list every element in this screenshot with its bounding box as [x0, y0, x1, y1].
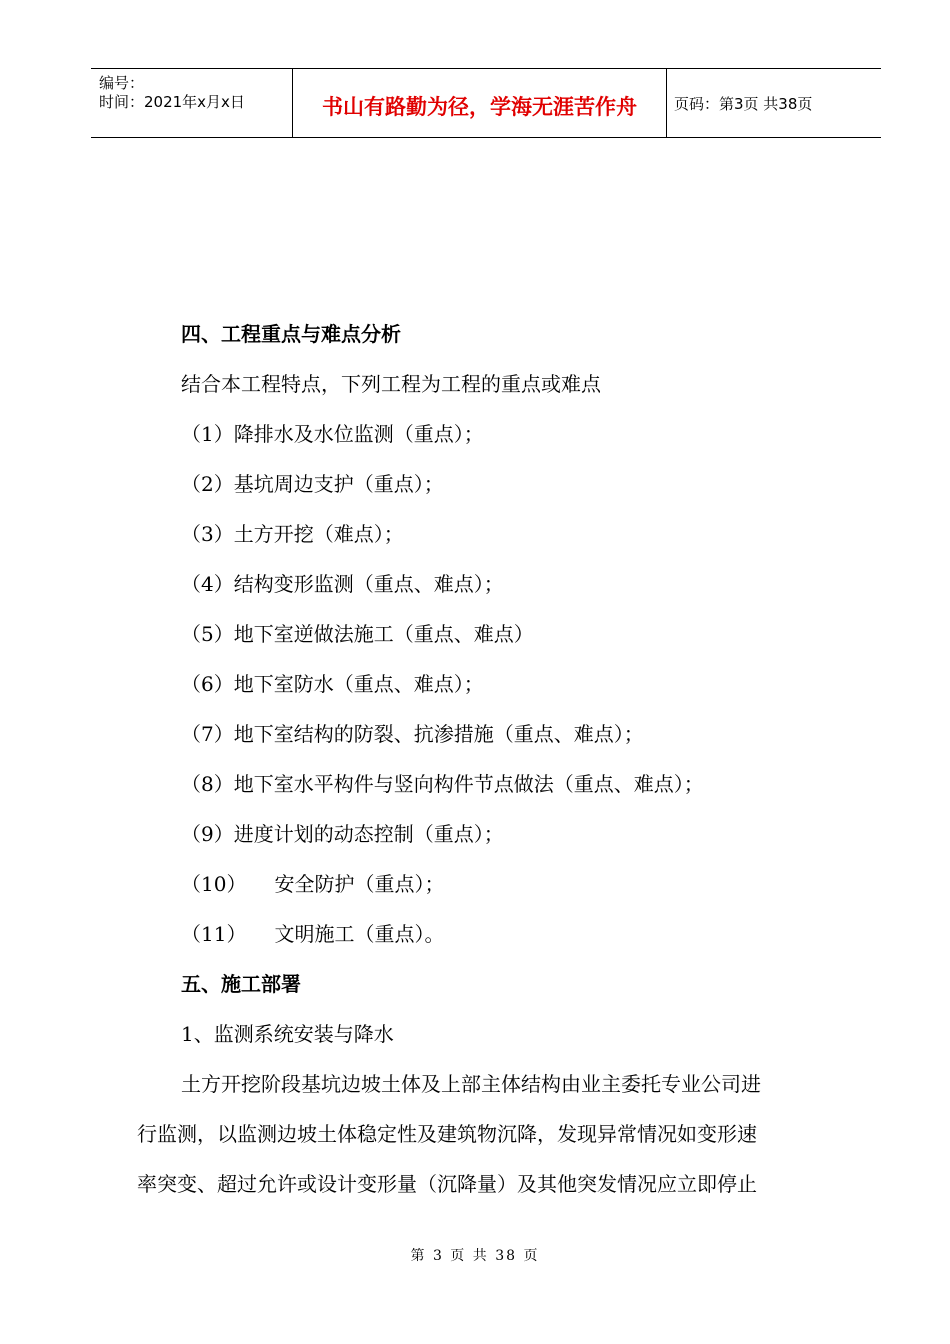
- list-item-number: （11）: [181, 922, 247, 946]
- section-5-title: 五、施工部署: [181, 972, 301, 996]
- list-item-number: （1）: [181, 422, 234, 446]
- list-item: [181, 772, 704, 796]
- list-item: [181, 472, 444, 496]
- list-item-text: 地下室逆做法施工（重点、难点）: [233, 622, 534, 646]
- list-item-number: （2）: [181, 472, 234, 496]
- header-pager: 页码：第3页 共38页: [674, 95, 813, 113]
- section-4-intro: 结合本工程特点，下列工程为工程的重点或难点: [181, 372, 601, 396]
- list-item-number: （9）: [181, 822, 234, 846]
- list-item-text: 地下室水平构件与竖向构件节点做法（重点、难点）；: [233, 772, 704, 796]
- list-item: [181, 422, 484, 446]
- paragraph-line: 行监测，以监测边坡土体稳定性及建筑物沉降，发现异常情况如变形速: [137, 1122, 757, 1146]
- list-item-text: 土方开挖（难点）；: [233, 522, 404, 546]
- list-item: [181, 922, 444, 946]
- list-item: [181, 822, 504, 846]
- header-motto-cell: [292, 69, 667, 137]
- section-4-title: 四、工程重点与难点分析: [181, 322, 401, 346]
- list-item-text: 地下室防水（重点、难点）；: [233, 672, 484, 696]
- list-item: [181, 572, 504, 596]
- list-item-number: （5）: [181, 622, 234, 646]
- section-5-subtitle: 1、监测系统安装与降水: [181, 1022, 394, 1046]
- list-item: [181, 622, 534, 646]
- list-item: [181, 522, 404, 546]
- document-number-label: 编号：: [99, 74, 145, 92]
- list-item-number: （6）: [181, 672, 234, 696]
- header-motto: 书山有路勤为径，学海无涯苦作舟: [322, 95, 637, 119]
- header-info-cell: [91, 69, 292, 137]
- list-item-text: 进度计划的动态控制（重点）；: [233, 822, 504, 846]
- list-item: [181, 872, 444, 896]
- list-item-number: （4）: [181, 572, 234, 596]
- list-item: [181, 722, 644, 746]
- header-pager-cell: [666, 69, 881, 137]
- list-item-text: 结构变形监测（重点、难点）；: [233, 572, 504, 596]
- list-item-number: （7）: [181, 722, 234, 746]
- paragraph-line: 土方开挖阶段基坑边坡土体及上部主体结构由业主委托专业公司进: [181, 1072, 761, 1096]
- list-item-text: 降排水及水位监测（重点）；: [233, 422, 484, 446]
- list-item-text: 基坑周边支护（重点）；: [233, 472, 444, 496]
- list-item-text: 地下室结构的防裂、抗渗措施（重点、难点）；: [233, 722, 644, 746]
- list-item-text: 文明施工（重点）。: [274, 922, 445, 946]
- page-footer: 第 3 页 共 38 页: [410, 1248, 540, 1264]
- list-item-number: （10）: [181, 872, 247, 896]
- header-table: [91, 68, 881, 138]
- list-item: [181, 672, 484, 696]
- list-item-text: 安全防护（重点）；: [274, 872, 445, 896]
- document-time: 时间：2021年x月x日: [99, 93, 245, 111]
- list-item-number: （8）: [181, 772, 234, 796]
- paragraph-line: 率突变、超过允许或设计变形量（沉降量）及其他突发情况应立即停止: [137, 1172, 757, 1196]
- list-item-number: （3）: [181, 522, 234, 546]
